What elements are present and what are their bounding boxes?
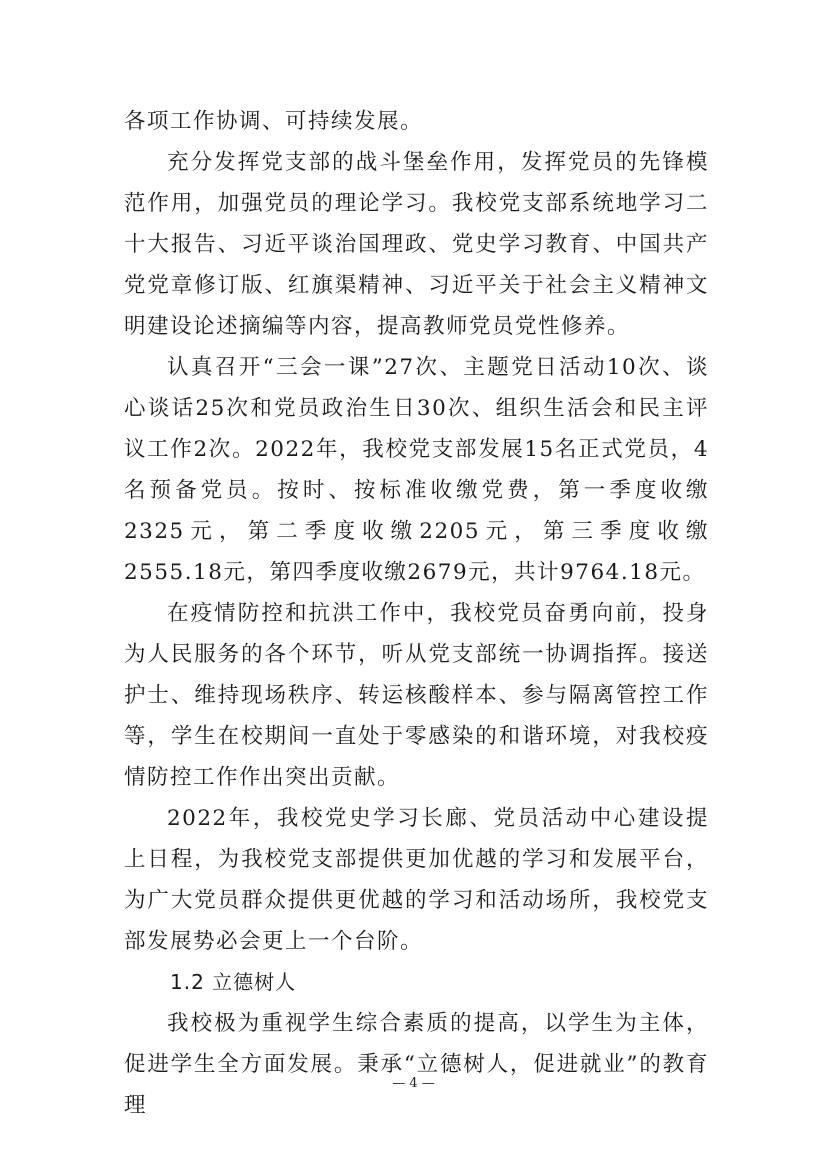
- document-body: [124, 101, 709, 1126]
- paragraph-facilities: 2022年，我校党史学习长廊、党员活动中心建设提上日程，为我校党支部提供更加优越的学习和发展平台，为广大党员群众提供更优越的学习和活动场所，我校党支部发展势必会更上一个台阶。: [124, 806, 709, 954]
- section-heading: 1.2 立德树人: [170, 970, 297, 994]
- paragraph-theory-study: 充分发挥党支部的战斗堡垒作用，发挥党员的先锋模范作用，加强党员的理论学习。我校党支部系统地学习二十大报告、习近平谈治国理政、党史学习教育、中国共产党党章修订版、红旗渠精神、习近平关于社会主义精神文明建设论述摘编等内容，提高教师党员党性修养。: [124, 150, 709, 339]
- paragraph-party-activities: 认真召开“三会一课”27次、主题党日活动10次、谈心谈话25次和党员政治生日30次、组织生活会和民主评议工作2次。2022年，我校党支部发展15名正式党员，4名预备党员。按时、按标准收缴党费，第一季度收缴2325元，第二季度收缴2205元，第三季度收缴2555.18元，第四季度收缴2679元，共计9764.18元。: [124, 355, 709, 585]
- paragraph-moral-education: 我校极为重视学生综合素质的提高，以学生为主体，促进学生全方面发展。秉承“立德树人，促进就业”的教育理: [124, 1011, 709, 1118]
- paragraph-epidemic-prevention: 在疫情防控和抗洪工作中，我校党员奋勇向前，投身为人民服务的各个环节，听从党支部统一协调指挥。接送护士、维持现场秩序、转运核酸样本、参与隔离管控工作等，学生在校期间一直处于零感染的和谐环境，对我校疫情防控工作作出突出贡献。: [124, 601, 709, 790]
- page-number: — 4 —: [392, 1076, 435, 1091]
- paragraph-continued: 各项工作协调、可持续发展。: [124, 109, 424, 134]
